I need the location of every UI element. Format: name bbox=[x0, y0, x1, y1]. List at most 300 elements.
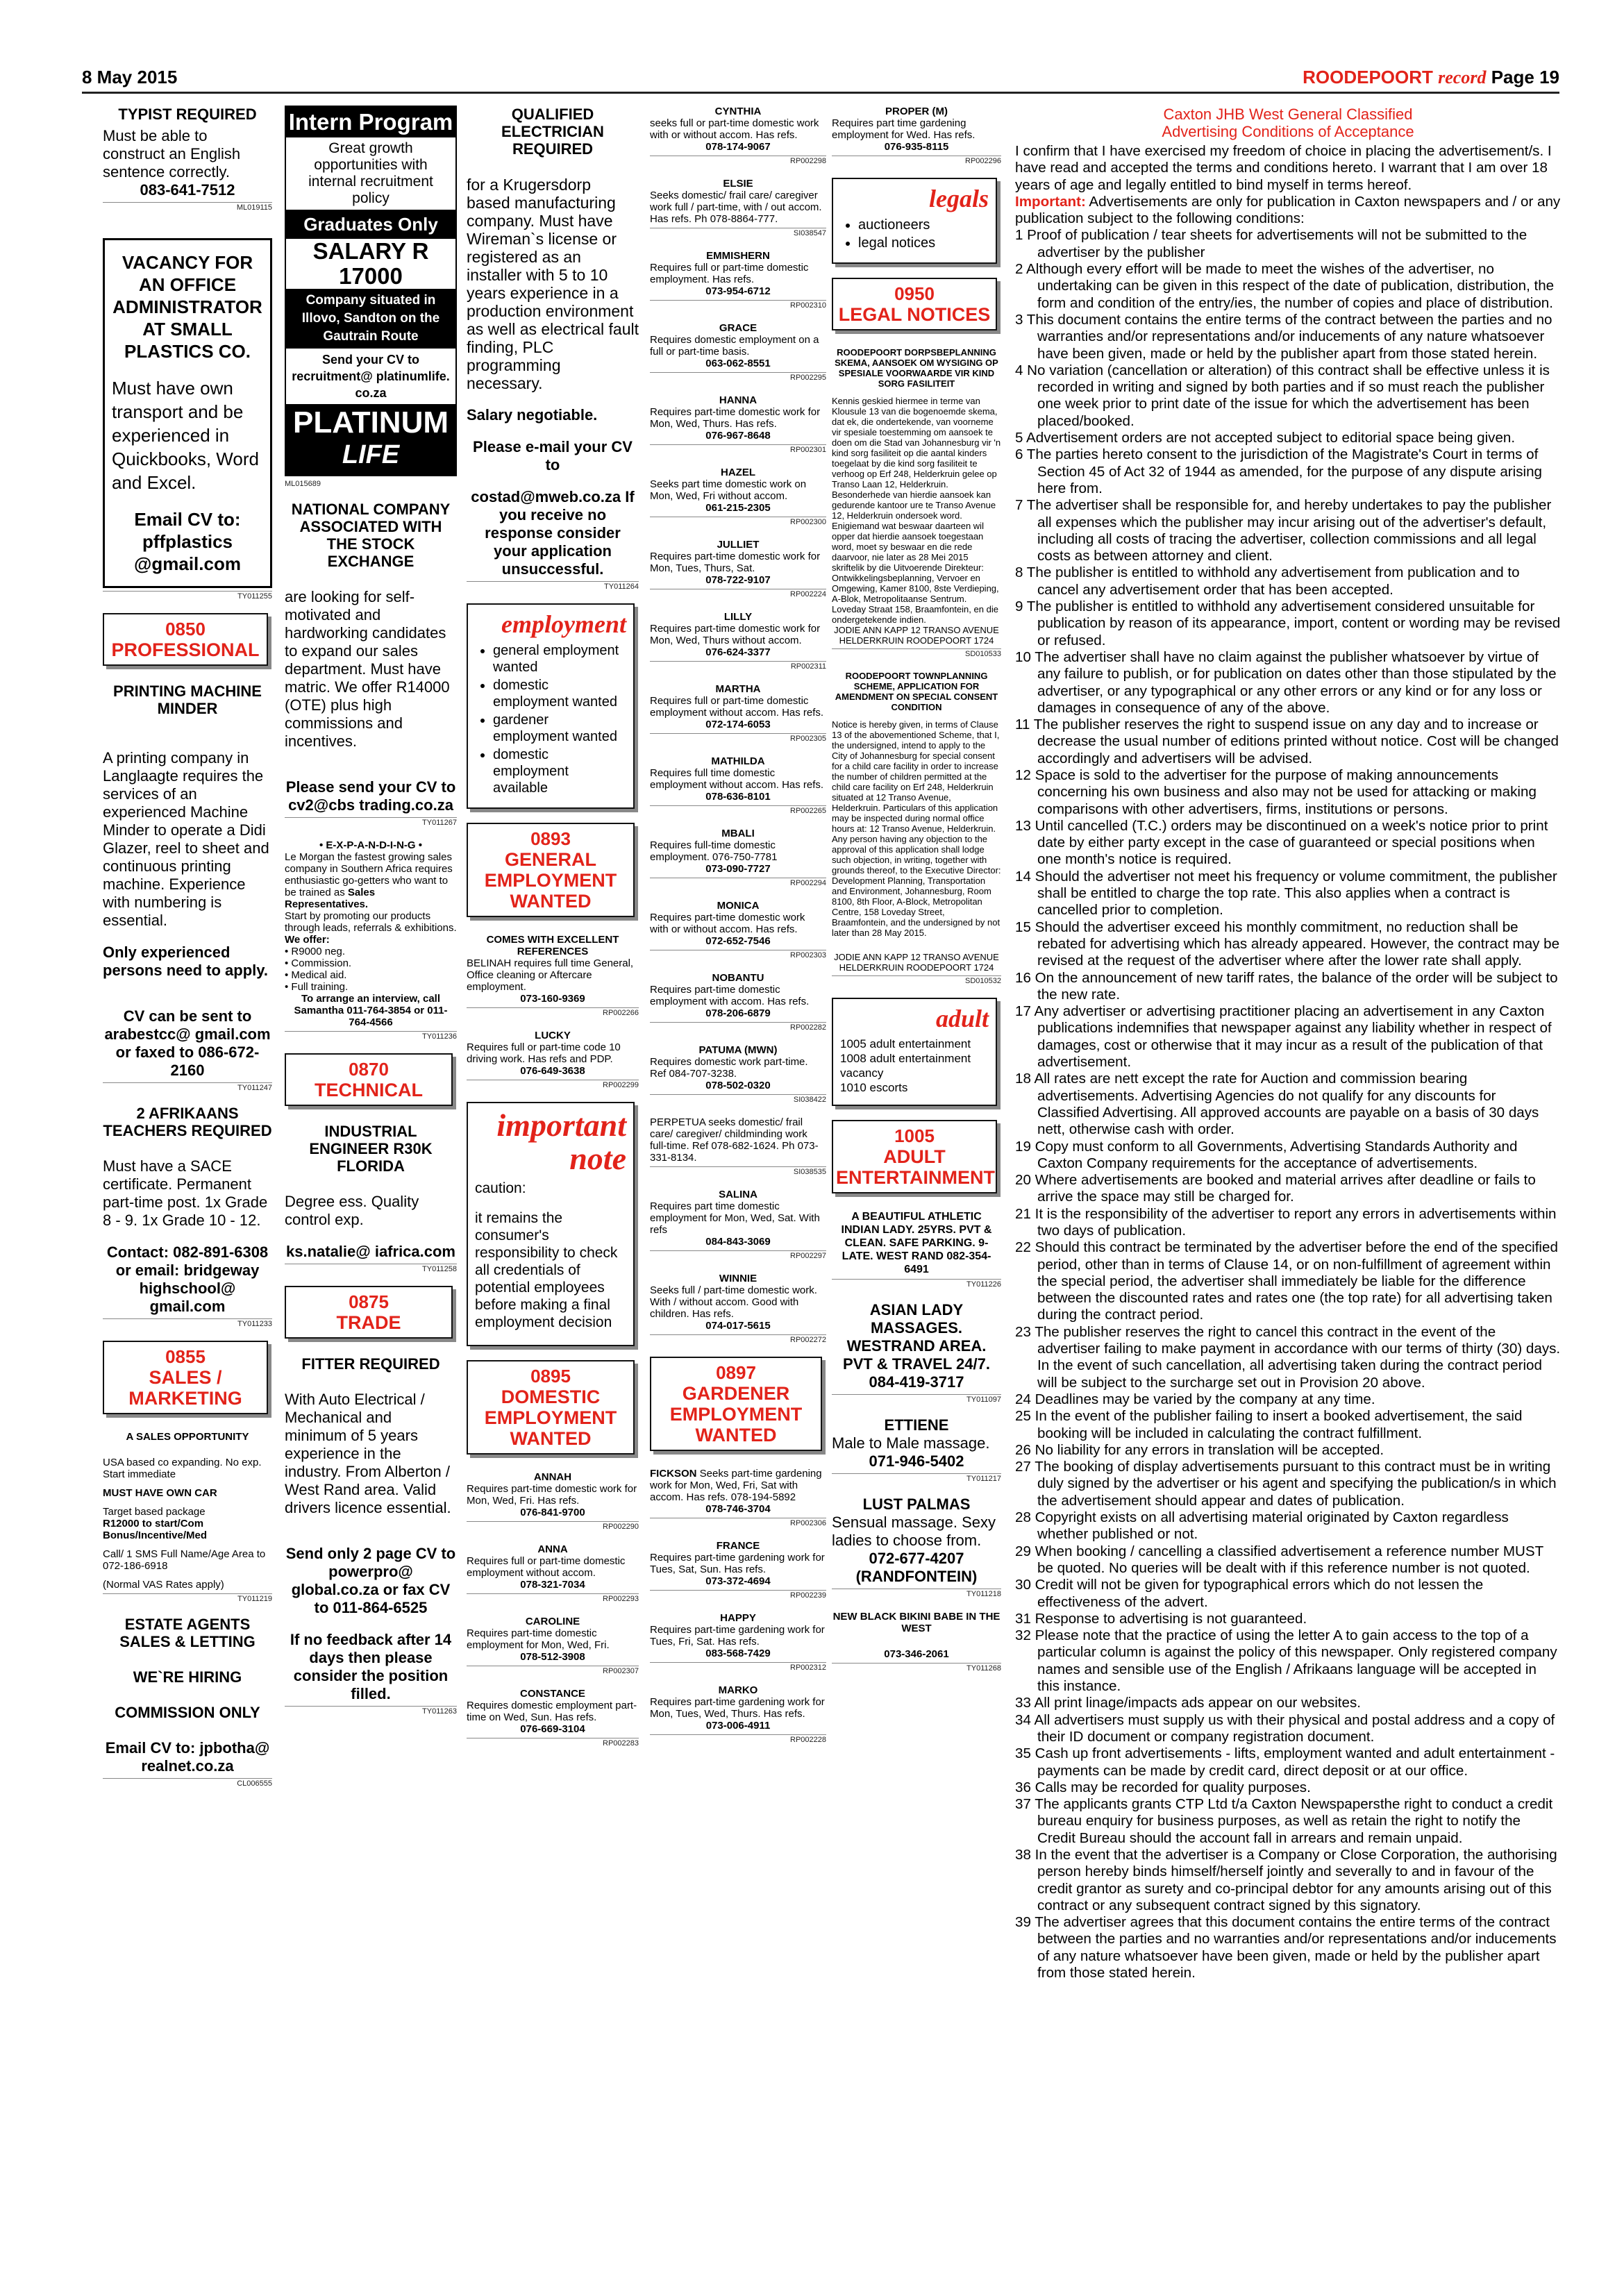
ad-body: ASIAN LADY MASSAGES. WESTRAND AREA. PVT & TRAVEL 24/7. bbox=[843, 1301, 990, 1373]
index-title: adult bbox=[935, 1005, 989, 1032]
ad-ref: RP002294 bbox=[650, 878, 826, 887]
ad-ref: SD010532 bbox=[832, 975, 1001, 985]
index-item: 1010 escorts bbox=[840, 1081, 908, 1094]
condition-clause: 14 Should the advertiser not meet his frequency or volume commitment, the publisher shall be entitled to charge the top rate. This also applies when a contract is cancelled prior to completion. bbox=[1015, 868, 1557, 919]
section-number: 0850 bbox=[165, 619, 206, 639]
ad-heading: FITTER REQUIRED bbox=[301, 1355, 440, 1373]
ad-phone: 073-372-4694 bbox=[705, 1575, 771, 1587]
vacancy-body: Must have own transport and be experienced in Quickbooks, Word and Excel. bbox=[112, 378, 259, 493]
ad-body: BELINAH requires full time General, Office cleaning or Aftercare employment. bbox=[467, 957, 634, 993]
condition-clause: 33 All print linage/impacts ads appear on our websites. bbox=[1015, 1695, 1361, 1711]
ad-heading: NEW BLACK BIKINI BABE IN THE WEST bbox=[832, 1611, 1001, 1634]
ad-heading: GRACE bbox=[719, 322, 757, 334]
ad-phone: 078-502-0320 bbox=[705, 1080, 771, 1091]
ad-body: Requires part-time domestic work for Mon, Tues, Thurs, Sat. bbox=[650, 551, 821, 574]
ad-heading: ELSIE bbox=[723, 178, 753, 190]
condition-clause: 32 Please note that the practice of using the letter A to gain access to the top of a particular column is against the policy of this newspaper. Only registered company names and sensible use of the English / Afrikaans language will be accepted in this instance. bbox=[1015, 1627, 1557, 1695]
caxton-conditions bbox=[1015, 106, 1561, 1981]
condition-clause: 36 Calls may be recorded for quality purposes. bbox=[1015, 1779, 1311, 1795]
condition-clause: 23 The publisher reserves the right to cancel this contract in the event of the advertiser failing to make payment in accordance with our terms of thirty (30) days. In the event of such cancellation, all advertising taken during the contract period will be subject to the surcharge set out in Provision 20 above. bbox=[1015, 1323, 1561, 1391]
ad-heading: LILLY bbox=[723, 611, 753, 623]
ad-phone: 078-746-3704 bbox=[705, 1503, 771, 1515]
section-number: 0895 bbox=[530, 1366, 571, 1386]
condition-clause: 3 This document contains the entire terms of the contract between the parties and no warranties and/or representations and/or inducements of any nature whatsoever have been given, made or held by the publisher apart from those stated herein. bbox=[1015, 311, 1552, 362]
ad-heading: MARKO bbox=[718, 1684, 758, 1696]
ad-line: Start by promoting our products through leads, referrals & exhibitions. bbox=[285, 910, 457, 934]
section-name: PROFESSIONAL bbox=[111, 639, 260, 660]
ad-phone: 073-954-6712 bbox=[705, 285, 771, 297]
classified-list bbox=[467, 1471, 639, 1748]
ad-line: We offer: bbox=[285, 934, 330, 946]
section-header-1005 bbox=[832, 1120, 997, 1193]
ad-ref: RP002272 bbox=[650, 1334, 826, 1344]
ad-ref: TY011226 bbox=[832, 1279, 1001, 1289]
ad-heading: HANNA bbox=[719, 394, 757, 406]
ad-body: Requires part-time domestic work with or without accom. Has refs. bbox=[650, 912, 805, 935]
section-name: GARDENER EMPLOYMENT WANTED bbox=[669, 1383, 803, 1446]
condition-clause: 35 Cash up front advertisements - lifts, employment wanted and adult entertainment - payments can be made by credit card, direct deposit or at our office. bbox=[1015, 1745, 1555, 1779]
ad-ref: TY011219 bbox=[103, 1593, 272, 1603]
ad-phone: 078-512-3908 bbox=[520, 1651, 585, 1663]
section-header-0855 bbox=[103, 1341, 268, 1414]
index-item: 1008 adult entertainment vacancy bbox=[840, 1052, 971, 1080]
ad-body: Requires part-time domestic employment for Mon, Wed, Fri. bbox=[467, 1627, 610, 1651]
ad-body: Requires part-time gardening work for Tues, Sat, Sun. Has refs. bbox=[650, 1552, 825, 1575]
section-number: 1005 bbox=[894, 1125, 935, 1146]
condition-clause: 38 In the event that the advertiser is a Company or Close Corporation, the authorising person hereby binds himself/herself jointly and severally to and in favour of the credit grantor as surety and co-principal debtor for any amounts arising out of this contract or any subsequent contract signed by this signatory. bbox=[1015, 1846, 1557, 1913]
conditions-title bbox=[1015, 106, 1561, 140]
vacancy-title: VACANCY FOR AN OFFICE ADMINISTRATOR AT SMALL PLASTICS CO. bbox=[112, 252, 262, 362]
condition-clause: 31 Response to advertising is not guaranteed. bbox=[1015, 1610, 1307, 1627]
condition-clause: 30 Credit will not be given for typographical errors which do not lessen the effectiveness of the advert. bbox=[1015, 1577, 1484, 1610]
index-item: • gardener employment wanted bbox=[493, 712, 626, 745]
ad-heading: CYNTHIA bbox=[714, 106, 762, 117]
index-item: • legal notices bbox=[858, 235, 989, 251]
ad-heading: MBALI bbox=[721, 828, 755, 839]
section-number: 0855 bbox=[165, 1346, 206, 1367]
ad-body: Requires full or part-time domestic employment without accom. Has refs. bbox=[650, 695, 824, 719]
ad-heading: FRANCE bbox=[716, 1540, 760, 1552]
condition-clause: 11 The publisher reserves the right to suspend issue on any day and to increase or decrease the usual number of editions printed without notice. Cost will be changed accordingly and advertisers will be advised. bbox=[1015, 717, 1559, 766]
ad-phone: 071-946-5402 bbox=[869, 1452, 964, 1470]
notice-title: ROODEPOORT DORPSBEPLANNING SKEMA, AANSOEK OM WYSIGING OP SPESIALE VOORWAARDE VIR KIND SORG FASILITEIT bbox=[835, 347, 998, 389]
ad-heading: MONICA bbox=[717, 900, 760, 912]
ad-phone: 076-935-8115 bbox=[884, 141, 949, 153]
column-3 bbox=[467, 106, 639, 1760]
ad-heading: • E-X-P-A-N-D-I-N-G • bbox=[319, 839, 422, 851]
ad-line: Call/ 1 SMS Full Name/Age Area to 072-186-6918 bbox=[103, 1548, 266, 1572]
ad-ref: RP002293 bbox=[467, 1593, 639, 1603]
ad-body: Requires part-time domestic work for Mon, Wed, Fri. Has refs. bbox=[467, 1483, 637, 1507]
vacancy-box bbox=[103, 238, 272, 588]
ad-ref: RP002295 bbox=[650, 372, 826, 382]
ad-heading: EMMISHERN bbox=[706, 250, 770, 262]
section-header-0850 bbox=[103, 613, 268, 666]
ad-body: Requires part-time domestic employment with accom. Has refs. bbox=[650, 984, 810, 1007]
ad-ref: TY011267 bbox=[285, 817, 457, 827]
ad-heading: NATIONAL COMPANY ASSOCIATED WITH THE STOCK EXCHANGE bbox=[291, 501, 451, 570]
ad-phone: 076-967-8648 bbox=[705, 430, 771, 442]
condition-clause: 21 It is the responsibility of the advertiser to report any errors in advertisements within two days of publication. bbox=[1015, 1205, 1557, 1239]
title-line: note bbox=[569, 1141, 626, 1176]
ad-body: Must have a SACE certificate. Permanent part-time post. 1x Grade 8 - 9. 1x Grade 10 - 12. bbox=[103, 1157, 268, 1229]
conditions-intro: I confirm that I have exercised my freedom of choice in placing the advertisement/s. I have read and accepted the terms and conditions hereto. I warrant that I am over 18 years of age and legally entitled to bind myself in terms hereof. bbox=[1015, 143, 1552, 193]
ad-phone: 073-006-4911 bbox=[705, 1720, 771, 1732]
masthead bbox=[1303, 67, 1559, 88]
index-list bbox=[840, 1037, 989, 1095]
title-line: important bbox=[496, 1107, 626, 1143]
ad-phone: 084-419-3717 bbox=[869, 1373, 964, 1391]
ad-note: Only experienced persons need to apply. bbox=[103, 944, 268, 979]
ad-heading: MATHILDA bbox=[711, 755, 765, 767]
ad-body: Requires full or part-time code 10 driving work. Has refs and PDP. bbox=[467, 1041, 621, 1065]
condition-clause: 34 All advertisers must supply us with their physical and postal address and a copy of their ID document or company registration document. bbox=[1015, 1711, 1555, 1745]
condition-clause: 8 The publisher is entitled to withhold any advertisement from publication and to cancel any advertisement order that has been accepted. bbox=[1015, 564, 1520, 598]
ad-line: • Full training. bbox=[285, 981, 349, 993]
ad-phone: 073-090-7727 bbox=[705, 863, 771, 875]
section-name: GENERAL EMPLOYMENT WANTED bbox=[484, 849, 617, 912]
employment-index-box bbox=[467, 603, 635, 809]
section-number: 0893 bbox=[530, 828, 571, 849]
condition-clause: 22 Should this contract be terminated by the advertiser before the end of the specified period, other than in terms of Clause 14, or on non-fulfillment of agreement within the special period, the advertiser shall immediately be liable for the difference between the discounted rates and rates one (the top rate) for all advertising taken during the contract period. bbox=[1015, 1239, 1558, 1323]
ad-ref: SI038547 bbox=[650, 228, 826, 237]
index-item: • auctioneers bbox=[858, 217, 989, 233]
logo-text: LIFE bbox=[342, 440, 400, 469]
intern-program-ad bbox=[285, 106, 457, 476]
condition-clause: 10 The advertiser shall have no claim against the publisher whatsoever by virtue of any failure to publish, or for publication on dates other than those stipulated by the advertiser, or any typographical or any other errors or any kind or for any loss or damages in consequence of any of the above. bbox=[1015, 648, 1557, 716]
ad-ref: RP002239 bbox=[650, 1590, 826, 1600]
ad-ref: RP002305 bbox=[650, 733, 826, 743]
ad-ref: RP002307 bbox=[467, 1666, 639, 1675]
condition-clause: 39 The advertiser agrees that this document contains the entire terms of the contract between the parties and no warranties and/or representations and/or inducements of any nature whatsoever have been given, made or held by the publisher apart from those stated herein. bbox=[1015, 1914, 1557, 1981]
section-name: SALES / MARKETING bbox=[128, 1367, 242, 1409]
ad-ref: RP002265 bbox=[650, 805, 826, 815]
ad-body: Requires domestic employment part-time on Wed, Sun. Has refs. bbox=[467, 1700, 637, 1723]
ad-line: Sales Representatives. bbox=[285, 887, 376, 910]
ad-phone: 072-652-7546 bbox=[705, 935, 771, 947]
column-5 bbox=[832, 106, 1001, 1685]
ad-heading: ESTATE AGENTS SALES & LETTING bbox=[119, 1616, 256, 1650]
classified-list bbox=[650, 1540, 826, 1744]
ad-heading: TYPIST REQUIRED bbox=[118, 106, 257, 123]
ad-ref: RP002283 bbox=[467, 1738, 639, 1748]
ad-heading: COMMISSION ONLY bbox=[115, 1704, 260, 1721]
ad-body: Requires part time gardening employment for Wed. Has refs. bbox=[832, 117, 976, 141]
condition-clause: 29 When booking / cancelling a classified advertisement a reference number MUST be quoted. No queries will be dealt with if this reference number is not quoted. bbox=[1015, 1543, 1543, 1576]
ad-line: MUST HAVE OWN CAR bbox=[103, 1487, 217, 1499]
ad-line: USA based co expanding. No exp. Start immediate bbox=[103, 1457, 262, 1480]
title-line: Advertising Conditions of Acceptance bbox=[1162, 123, 1414, 140]
ad-line: R12000 to start/Com Bonus/Incentive/Med bbox=[103, 1518, 208, 1541]
notice-body: Notice is hereby given, in terms of Clause 13 of the abovementioned Scheme, that I, the undersigned, intend to apply to the City of Johannesburg for special consent for a child care facility in order to increase the number of children permitted at the child care facility on Erf 248, Helderkruin situated at 12 Transo Avenue, Helderkruin. Particulars of this application may be inspected during normal office hours at: 12 Transo Avenue, Helderkruin. Any person having any objection to the approval of this application shall lodge such objection, in writing, together with grounds thereof, to the Executive Director: Development Planning, Transportation and Environment, Johannesburg, Room 8100, 8th Floor, A-Block, Metropolitan Centre, 158 Loveday Street, Braamfontein, and the undersigned by not later than 28 May 2015. bbox=[832, 719, 1001, 938]
column-1 bbox=[103, 106, 272, 1800]
ad-heading: WINNIE bbox=[719, 1273, 757, 1284]
ad-ref: TY011258 bbox=[285, 1264, 457, 1273]
section-name: ADULT ENTERTAINMENT bbox=[836, 1146, 995, 1188]
index-title: legals bbox=[929, 185, 989, 212]
ad-ref: RP002299 bbox=[467, 1080, 639, 1089]
section-number: 0875 bbox=[349, 1291, 389, 1312]
ad-body: Requires part-time gardening work for Tues, Fri, Sat. Has refs. bbox=[650, 1624, 825, 1648]
ad-heading: SALINA bbox=[719, 1189, 757, 1200]
ad-phone: 078-636-8101 bbox=[705, 791, 771, 803]
ad-contact: CV can be sent to arabestcc@ gmail.com or faxed to 086-672-2160 bbox=[104, 1007, 271, 1079]
ad-heading: CAROLINE bbox=[525, 1616, 580, 1627]
ad-body: Must be able to construct an English sentence correctly. bbox=[103, 127, 241, 181]
ad-body: A printing company in Langlaagte requires the services of an experienced Machine Minder to operate a Didi Glazer, reel to sheet and continuous printing machine. Experience with numbering is essential. bbox=[103, 749, 269, 929]
index-item: • general employment wanted bbox=[493, 642, 626, 676]
condition-clause: 20 Where advertisements are booked and material arrives after deadline or fails to arrive the space may still be charged for. bbox=[1015, 1172, 1536, 1205]
intern-salary: SALARY R 17000 bbox=[312, 238, 429, 289]
condition-clause: 6 The parties hereto consent to the jurisdiction of the Magistrate's Court in terms of Section 45 of Act 32 of 1944 as amended, for the purpose of any dispute arising here from. bbox=[1015, 446, 1542, 496]
index-item: 1005 adult entertainment bbox=[840, 1037, 971, 1050]
ad-heading: COMES WITH EXCELLENT REFERENCES bbox=[486, 934, 619, 957]
title-line: Caxton JHB West General Classified bbox=[1163, 106, 1413, 123]
caution-label: caution: bbox=[475, 1180, 526, 1196]
ad-body: Requires domestic work part-time. Ref 084-707-3238. bbox=[650, 1056, 808, 1080]
column-2 bbox=[285, 106, 457, 1728]
ad-contact: Contact: 082-891-6308 or email: bridgeway highschool@ gmail.com bbox=[106, 1243, 269, 1315]
ad-line: • Commission. bbox=[285, 957, 352, 969]
ad-ref: SD010533 bbox=[832, 648, 1001, 658]
ad-heading: NOBANTU bbox=[712, 972, 764, 984]
condition-clause: 16 On the announcement of new tariff rates, the balance of the order will be subject to the new rate. bbox=[1015, 969, 1558, 1003]
ad-body: A BEAUTIFUL ATHLETIC INDIAN LADY. 25YRS. PVT & CLEAN. SAFE PARKING. 9-LATE. WEST RAND 082-354-6491 bbox=[841, 1211, 992, 1275]
ad-ref: RP002306 bbox=[650, 1518, 826, 1527]
ad-body: Requires full or part-time domestic employment without accom. bbox=[467, 1555, 626, 1579]
condition-clause: 25 In the event of the publisher failing to insert a booked advertisement, the said booking will be included in calculating the contract fulfillment. bbox=[1015, 1408, 1523, 1441]
issue-date: 8 May 2015 bbox=[82, 67, 178, 87]
ad-heading: QUALIFIED ELECTRICIAN REQUIRED bbox=[501, 106, 604, 158]
ad-ref: SI038422 bbox=[650, 1094, 826, 1104]
ad-note: If no feedback after 14 days then please consider the position filled. bbox=[290, 1631, 452, 1702]
ad-phone: 083-568-7429 bbox=[705, 1648, 771, 1659]
ad-ref: TY011233 bbox=[103, 1318, 272, 1328]
ad-heading: ANNA bbox=[537, 1543, 568, 1555]
ad-ref: TY011268 bbox=[832, 1663, 1001, 1673]
ad-contact: costad@mweb.co.za If you receive no response consider your application unsuccessful. bbox=[471, 488, 635, 578]
important-label: Important: bbox=[1015, 193, 1086, 210]
ad-body: Male to Male massage. bbox=[832, 1434, 990, 1452]
ad-phone: 078-206-6879 bbox=[705, 1007, 771, 1019]
ad-contact: Please send your CV to cv2@cbs trading.co.za bbox=[285, 778, 456, 814]
ad-body: are looking for self-motivated and hardworking candidates to expand our sales department. Must have matric. We offer R14000 (OTE) plus high commissions and incentives. bbox=[285, 588, 450, 750]
intern-title: Intern Program bbox=[286, 107, 455, 137]
condition-clause: 19 Copy must conform to all Governments, Advertising Standards Authority and Caxton Company requirements for the acceptance of advertisements. bbox=[1015, 1138, 1518, 1171]
ad-ref: TY011264 bbox=[467, 581, 639, 591]
section-header-0875 bbox=[285, 1286, 453, 1339]
ad-phone: 078-722-9107 bbox=[705, 574, 771, 586]
intern-location: Company situated in Illovo, Sandton on the Gautrain Route bbox=[286, 289, 455, 349]
section-number: 0950 bbox=[894, 283, 935, 304]
ad-note: Salary negotiable. bbox=[467, 406, 598, 424]
ad-phone: 063-062-8551 bbox=[705, 358, 771, 369]
ad-phone: 061-215-2305 bbox=[705, 502, 771, 514]
intern-graduates: Graduates Only bbox=[286, 210, 455, 239]
ad-ref: CL006555 bbox=[103, 1778, 272, 1788]
condition-clause: 12 Space is sold to the advertiser for the purpose of making announcements concerning his own business and also may not be used for attacking or making comparisons with other advertisers, firms, institutions or persons. bbox=[1015, 766, 1537, 817]
ad-phone: 076-841-9700 bbox=[520, 1507, 585, 1518]
section-name: LEGAL NOTICES bbox=[838, 304, 991, 325]
ad-ref: ML019115 bbox=[103, 202, 272, 212]
ad-heading: MARTHA bbox=[715, 683, 761, 695]
ad-ref: RP002282 bbox=[650, 1022, 826, 1032]
ad-ref: RP002290 bbox=[467, 1521, 639, 1531]
ad-contact: Please e-mail your CV to bbox=[473, 438, 633, 474]
ad-phone: 078-174-9067 bbox=[705, 141, 771, 153]
ad-ref: RP002301 bbox=[650, 444, 826, 454]
ad-ref: RP002298 bbox=[650, 156, 826, 165]
caution-text: it remains the consumer's responsibility to check all credentials of potential employees before making a final employment decision bbox=[475, 1210, 618, 1330]
ad-body: Sensual massage. Sexy ladies to choose from. bbox=[832, 1514, 996, 1549]
ad-phone: 078-321-7034 bbox=[520, 1579, 585, 1591]
ad-ref: RP002310 bbox=[650, 300, 826, 310]
section-header-0897 bbox=[650, 1357, 822, 1451]
notice-title: ROODEPOORT TOWNPLANNING SCHEME, APPLICATION FOR AMENDMENT ON SPECIAL CONSENT CONDITION bbox=[835, 671, 998, 712]
ad-line: • R9000 neg. bbox=[285, 946, 345, 957]
important-note-box bbox=[467, 1102, 635, 1346]
column-4 bbox=[650, 106, 826, 1757]
ad-heading: LUCKY bbox=[535, 1030, 571, 1041]
conditions-clauses bbox=[1015, 227, 1561, 1981]
ad-body: Requires domestic employment on a full or part-time basis. bbox=[650, 334, 819, 358]
ad-body: With Auto Electrical / Mechanical and minimum of 5 years experience in the industry. From Alberton / West Rand area. Valid drivers licence essential. bbox=[285, 1391, 451, 1516]
condition-clause: 37 The applicants grants CTP Ltd t/a Caxton Newspapersthe right to conduct a credit bureau enquiry for business purposes, as well as retain the right to notify the Credit Bureau should the account fall in arrears and remain unpaid. bbox=[1015, 1796, 1553, 1846]
ad-body: Requires full time domestic employment without accom. Has refs. bbox=[650, 767, 824, 791]
ad-phone: 076-624-3377 bbox=[705, 646, 771, 658]
ad-ref: RP002297 bbox=[650, 1250, 826, 1260]
ad-ref: RP002296 bbox=[832, 156, 1001, 165]
condition-clause: 15 Should the advertiser exceed his monthly commitment, no reduction shall be rebated for advertising which has already appeared. However, the contract may be revised at the request of the advertiser where after the lower rate shall apply. bbox=[1015, 919, 1560, 969]
ad-heading: HAPPY bbox=[720, 1612, 756, 1624]
condition-clause: 9 The publisher is entitled to withhold any advertisement considered unsuitable for publication by reason of its appearance, import, content or wording may be revised or refused. bbox=[1015, 598, 1561, 648]
ad-heading: INDUSTRIAL ENGINEER R30K FLORIDA bbox=[309, 1123, 433, 1175]
page-number: Page 19 bbox=[1491, 67, 1559, 87]
ad-body: Requires part-time gardening work for Mon, Tues, Wed, Thurs. Has refs. bbox=[650, 1696, 825, 1720]
condition-clause: 13 Until cancelled (T.C.) orders may be discontinued on a week's notice prior to print date by either party except in the case of guaranteed or special positions when one month's notice is required. bbox=[1015, 817, 1548, 868]
index-list bbox=[475, 642, 626, 796]
ad-phone: 076-649-3638 bbox=[520, 1065, 585, 1077]
ad-line: (Normal VAS Rates apply) bbox=[103, 1579, 224, 1591]
section-header-0893 bbox=[467, 823, 635, 917]
condition-clause: 17 Any advertiser or advertising practitioner placing an advertisement in any Caxton publications indemnifies that newspaper against any liability whether in respect of damages, cost or otherwise that it may incur as a result of the publication of that advertisement. bbox=[1015, 1003, 1552, 1071]
ad-ref: RP002300 bbox=[650, 517, 826, 526]
important-title bbox=[475, 1109, 626, 1175]
paper-name-italic: record bbox=[1438, 67, 1487, 87]
ad-heading: CONSTANCE bbox=[520, 1688, 585, 1700]
ad-ref: TY011236 bbox=[285, 1031, 457, 1041]
ad-heading: HAZEL bbox=[721, 467, 755, 478]
ad-ref: RP002311 bbox=[650, 661, 826, 671]
ad-heading: LUST PALMAS bbox=[862, 1495, 971, 1513]
ad-ref: TY011255 bbox=[103, 591, 272, 601]
ad-ref: TY011097 bbox=[832, 1394, 1001, 1404]
ad-ref: SI038535 bbox=[650, 1166, 826, 1176]
ad-phone: 072-174-6053 bbox=[705, 719, 771, 730]
ad-body: Requires full-time domestic employment. 076-750-7781 bbox=[650, 839, 778, 863]
ad-body: PERPETUA seeks domestic/ frail care/ caregiver/ childminding work full-time. Ref 078-682-1624. Ph 073-331-8134. bbox=[650, 1116, 819, 1164]
condition-clause: 24 Deadlines may be varied by the company at any time. bbox=[1015, 1391, 1375, 1407]
ad-phone: 084-843-3069 bbox=[705, 1236, 771, 1248]
ad-ref: TY011218 bbox=[832, 1589, 1001, 1598]
ad-heading: PRINTING MACHINE MINDER bbox=[113, 682, 262, 717]
ad-line: Target based package bbox=[103, 1506, 206, 1518]
important-text: Advertisements are only for publication in Caxton newspapers and / or any publication subject to the following conditions: bbox=[1015, 193, 1561, 227]
ad-line: Seeks part-time gardening work for Mon, Wed, Fri, Sat with accom. Has refs. 078-194-5892 bbox=[650, 1468, 822, 1503]
ad-body: Requires part-time domestic work for Mon, Wed, Thurs. Has refs. bbox=[650, 406, 821, 430]
ad-heading: WE`RE HIRING bbox=[133, 1668, 242, 1686]
section-name: DOMESTIC EMPLOYMENT WANTED bbox=[484, 1386, 617, 1449]
ad-ref: RP002312 bbox=[650, 1662, 826, 1672]
ad-ref: RP002303 bbox=[650, 950, 826, 960]
ad-phone: 072-677-4207 (RANDFONTEIN) bbox=[855, 1550, 978, 1585]
ad-line: • Medical aid. bbox=[285, 969, 347, 981]
paper-name: ROODEPOORT bbox=[1303, 67, 1433, 87]
section-name: TECHNICAL bbox=[315, 1080, 423, 1100]
ad-body: Degree ess. Quality control exp. bbox=[285, 1193, 419, 1228]
conditions-important bbox=[1015, 194, 1561, 228]
intern-subtitle: Great growth opportunities with internal recruitment policy bbox=[308, 140, 433, 206]
legals-index-box bbox=[832, 178, 997, 264]
ad-body: Seeks part time domestic work on Mon, Wed, Fri without accom. bbox=[650, 478, 807, 502]
condition-clause: 27 The booking of display advertisements pursuant to this contract must be in writing duly signed by the advertiser or his agent and specifying the publication/s in which the advertisement should appear and dates of publication. bbox=[1015, 1459, 1557, 1509]
index-item: • domestic employment available bbox=[493, 746, 626, 796]
condition-clause: 4 No variation (cancellation or alteration) of this contract shall be effective unless it is recorded in writing and signed by both parties and if so must reach the publisher one week prior to print date of the issue for which the advertisement has been placed/booked. bbox=[1015, 362, 1550, 429]
page-header bbox=[82, 64, 1559, 94]
ad-name: FICKSON bbox=[650, 1468, 697, 1480]
notice-signature: JODIE ANN KAPP 12 TRANSO AVENUE HELDERKRUIN ROODEPOORT 1724 bbox=[834, 952, 999, 973]
ad-body bbox=[285, 851, 457, 910]
condition-clause: 28 Copyright exists on all advertising material originated by Caxton regardless whether published or not. bbox=[1015, 1509, 1509, 1543]
condition-clause: 5 Advertisement orders are not accepted subject to editorial space being given. bbox=[1015, 430, 1516, 446]
section-header-0870 bbox=[285, 1053, 453, 1106]
ad-phone: 073-160-9369 bbox=[520, 993, 585, 1005]
intern-email: Send your CV to recruitment@ platinumlife. co.za bbox=[292, 353, 450, 400]
ad-contact: Send only 2 page CV to powerpro@ global.co.za or fax CV to 011-864-6525 bbox=[285, 1545, 456, 1616]
ad-line: Le Morgan the fastest growing sales company in Southern Africa requires enthusiastic go-getters who want to be trained as bbox=[285, 851, 453, 898]
ad-contact: ks.natalie@ iafrica.com bbox=[285, 1243, 455, 1260]
condition-clause: 2 Although every effort will be made to meet the wishes of the advertiser, no undertaking can be given in this respect of the date of publication, distribution, the form and condition of the entry/ies, the number of copies and place of distribution. bbox=[1015, 261, 1555, 311]
vacancy-email: Email CV to: pffplastics @gmail.com bbox=[134, 509, 241, 574]
ad-phone: 073-346-2061 bbox=[884, 1648, 949, 1660]
section-header-0895 bbox=[467, 1360, 635, 1455]
notice-signature: JODIE ANN KAPP 12 TRANSO AVENUE HELDERKRUIN ROODEPOORT 1724 bbox=[834, 625, 999, 646]
section-number: 0870 bbox=[349, 1059, 389, 1080]
platinum-life-logo bbox=[286, 404, 455, 475]
ad-ref: ML015689 bbox=[285, 480, 321, 488]
ad-heading: ANNAH bbox=[533, 1471, 572, 1483]
condition-clause: 1 Proof of publication / tear sheets for advertisements will not be submitted to the advertiser by the publisher bbox=[1015, 227, 1527, 260]
ad-heading: A SALES OPPORTUNITY bbox=[126, 1431, 249, 1443]
adult-index-box bbox=[832, 998, 997, 1106]
condition-clause: 26 No liability for any errors in translation will be accepted. bbox=[1015, 1441, 1384, 1458]
ad-body: seeks full or part-time domestic work with or without accom. Has refs. bbox=[650, 117, 819, 141]
ad-heading: 2 AFRIKAANS TEACHERS REQUIRED bbox=[103, 1105, 272, 1139]
ad-ref: TY011247 bbox=[103, 1082, 272, 1092]
index-title: employment bbox=[501, 610, 626, 638]
condition-clause: 18 All rates are nett except the rate for Auction and commission bearing advertisements. Advertising Agencies do not qualify for any discounts for Classified Advertising. All approved accounts are payable on a basis of 30 days nett, otherwise cash with order. bbox=[1015, 1071, 1539, 1138]
ad-ref: TY011263 bbox=[285, 1706, 457, 1716]
ad-ref: RP002266 bbox=[467, 1007, 639, 1017]
ad-phone: 076-669-3104 bbox=[520, 1723, 585, 1735]
ad-body: for a Krugersdorp based manufacturing company. Must have Wireman`s license or registered as an installer with 5 to 10 years experience in a production environment as well as electrical fault finding, PLC programming necessary. bbox=[467, 176, 639, 392]
ad-body: Requires part time domestic employment for Mon, Wed, Sat. With refs bbox=[650, 1200, 820, 1236]
ad-body: Seeks full / part-time domestic work. With / without accom. Good with children. Has refs. bbox=[650, 1284, 817, 1320]
index-list bbox=[840, 217, 989, 251]
ad-phone: 083-641-7512 bbox=[140, 181, 235, 199]
ad-body: Requires full or part-time domestic employment. Has refs. bbox=[650, 262, 809, 285]
ad-heading: PROPER (M) bbox=[885, 106, 948, 117]
